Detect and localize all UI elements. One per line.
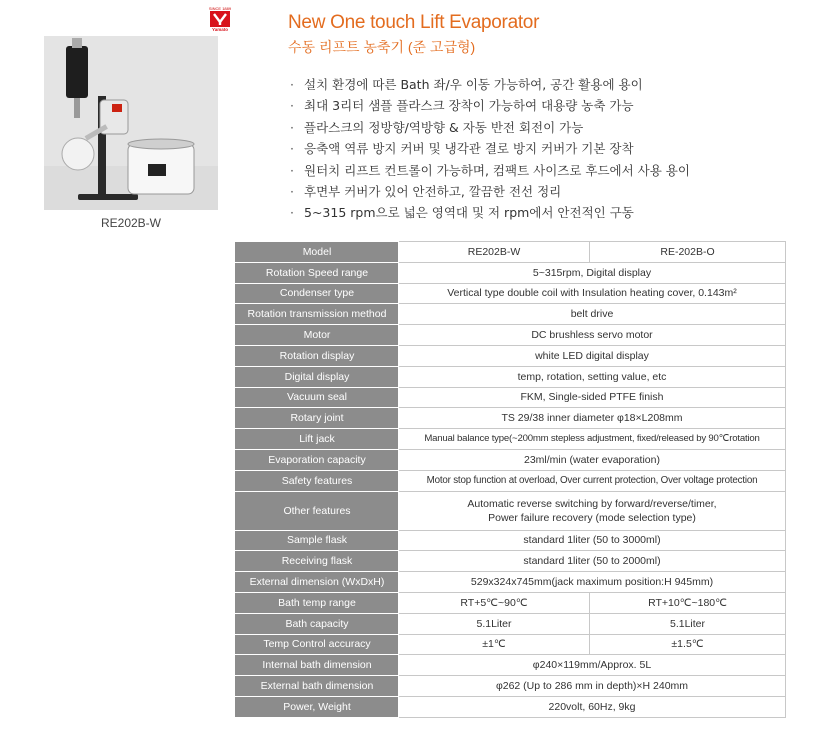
table-row (236, 676, 786, 697)
spec-label: Bath capacity (236, 613, 399, 634)
bullet: · (290, 98, 294, 114)
list-item (290, 138, 690, 159)
spec-value: 23ml/min (water evaporation) (399, 449, 786, 470)
brand-name: Yamato (211, 27, 228, 32)
spec-label: Sample flask (236, 530, 399, 551)
brand-logo (207, 6, 233, 36)
table-row (236, 530, 786, 551)
table-row (236, 592, 786, 613)
table-row (236, 491, 786, 530)
list-item (290, 181, 690, 202)
spec-value: 529x324x745mm(jack maximum position:H 945mm) (399, 572, 786, 593)
bullet: · (290, 119, 294, 135)
table-row (236, 572, 786, 593)
table-row (236, 325, 786, 346)
bullet: · (290, 184, 294, 200)
feature-text: 설치 환경에 따른 Bath 좌/우 이동 가능하여, 공간 활용에 용이 (304, 77, 643, 92)
spec-value: temp, rotation, setting value, etc (399, 366, 786, 387)
spec-value: 5.1Liter (590, 613, 786, 634)
table-row (236, 283, 786, 304)
spec-label: External bath dimension (236, 676, 399, 697)
table-row (236, 655, 786, 676)
photo-caption: RE202B-W (100, 216, 162, 230)
spec-label: Other features (236, 491, 399, 530)
spec-value: RE202B-W (399, 242, 590, 263)
spec-label: Model (236, 242, 399, 263)
spec-value: standard 1liter (50 to 2000ml) (399, 551, 786, 572)
spec-label: Bath temp range (236, 592, 399, 613)
spec-value: Motor stop function at overload, Over current protection, Over voltage protection (399, 470, 786, 491)
evaporator-image (44, 36, 218, 210)
page-subtitle: 수동 리프트 농축기 (준 고급형) (288, 39, 476, 55)
spec-label: Rotation transmission method (236, 304, 399, 325)
table-row (236, 551, 786, 572)
spec-value: TS 29/38 inner diameter φ18×L208mm (399, 408, 786, 429)
spec-value: φ262 (Up to 286 mm in depth)×H 240mm (399, 676, 786, 697)
table-row (236, 242, 786, 263)
spec-label: Rotation display (236, 345, 399, 366)
spec-label: Internal bath dimension (236, 655, 399, 676)
spec-value: belt drive (399, 304, 786, 325)
spec-value: ±1℃ (399, 634, 590, 655)
yamato-mark-icon (210, 11, 230, 27)
bullet: · (290, 205, 294, 221)
table-row (236, 304, 786, 325)
spec-value: Manual balance type(~200mm stepless adjustment, fixed/released by 90℃rotation (399, 429, 786, 450)
spec-label: Temp Control accuracy (236, 634, 399, 655)
spec-value: RT+5℃~90℃ (399, 592, 590, 613)
bullet: · (290, 141, 294, 157)
spec-label: Evaporation capacity (236, 449, 399, 470)
table-row (236, 387, 786, 408)
table-row (236, 345, 786, 366)
spec-value: Vertical type double coil with Insulation heating cover, 0.143m² (399, 283, 786, 304)
spec-label: Rotary joint (236, 408, 399, 429)
feature-text: 5~315 rpm으로 넓은 영역대 및 저 rpm에서 안전적인 구동 (304, 205, 634, 221)
table-row (236, 634, 786, 655)
product-photo (44, 36, 218, 210)
bullet: · (290, 77, 294, 92)
list-item (290, 95, 690, 116)
spec-value: RT+10℃~180℃ (590, 592, 786, 613)
table-row (236, 262, 786, 283)
spec-value: RE-202B-O (590, 242, 786, 263)
spec-value-line: Automatic reverse switching by forward/reverse/timer, (467, 497, 717, 510)
spec-label: Condenser type (236, 283, 399, 304)
list-item (290, 202, 690, 223)
list-item (290, 74, 690, 95)
table-row (236, 366, 786, 387)
spec-label: Lift jack (236, 429, 399, 450)
spec-value: white LED digital display (399, 345, 786, 366)
table-row (236, 470, 786, 491)
spec-value: ±1.5℃ (590, 634, 786, 655)
spec-value: 5.1Liter (399, 613, 590, 634)
spec-value: φ240×119mm/Approx. 5L (399, 655, 786, 676)
spec-value: 5~315rpm, Digital display (399, 262, 786, 283)
list-item (290, 160, 690, 181)
spec-label: Safety features (236, 470, 399, 491)
spec-label: Power, Weight (236, 696, 399, 717)
bullet: · (290, 162, 294, 178)
spec-label: Rotation Speed range (236, 262, 399, 283)
spec-table (235, 241, 786, 718)
spec-value: FKM, Single-sided PTFE finish (399, 387, 786, 408)
table-row (236, 613, 786, 634)
spec-label: Motor (236, 325, 399, 346)
spec-label: Vacuum seal (236, 387, 399, 408)
spec-label: Receiving flask (236, 551, 399, 572)
spec-value: standard 1liter (50 to 3000ml) (399, 530, 786, 551)
table-row (236, 696, 786, 717)
spec-value-line: Power failure recovery (mode selection type) (488, 511, 696, 524)
feature-text: 플라스크의 정방향/역방향 & 자동 반전 회전이 가능 (304, 119, 584, 135)
table-row (236, 408, 786, 429)
spec-label: Digital display (236, 366, 399, 387)
spec-value: 220volt, 60Hz, 9kg (399, 696, 786, 717)
page-title: New One touch Lift Evaporator (288, 12, 540, 33)
feature-text: 응축액 역류 방지 커버 및 냉각관 결로 방지 커버가 기본 장착 (304, 141, 634, 157)
spec-label: External dimension (WxDxH) (236, 572, 399, 593)
table-row (236, 449, 786, 470)
table-row (236, 429, 786, 450)
feature-list (290, 74, 690, 224)
spec-value: DC brushless servo motor (399, 325, 786, 346)
feature-text: 원터치 리프트 컨트롤이 가능하며, 컴팩트 사이즈로 후드에서 사용 용이 (304, 162, 690, 178)
feature-text: 최대 3리터 샘플 플라스크 장착이 가능하여 대용량 농축 가능 (304, 98, 634, 114)
brand-since: SINCE 1889 (208, 6, 232, 11)
list-item (290, 117, 690, 138)
spec-value (399, 491, 786, 530)
feature-text: 후면부 커버가 있어 안전하고, 깔끔한 전선 정리 (304, 184, 562, 200)
